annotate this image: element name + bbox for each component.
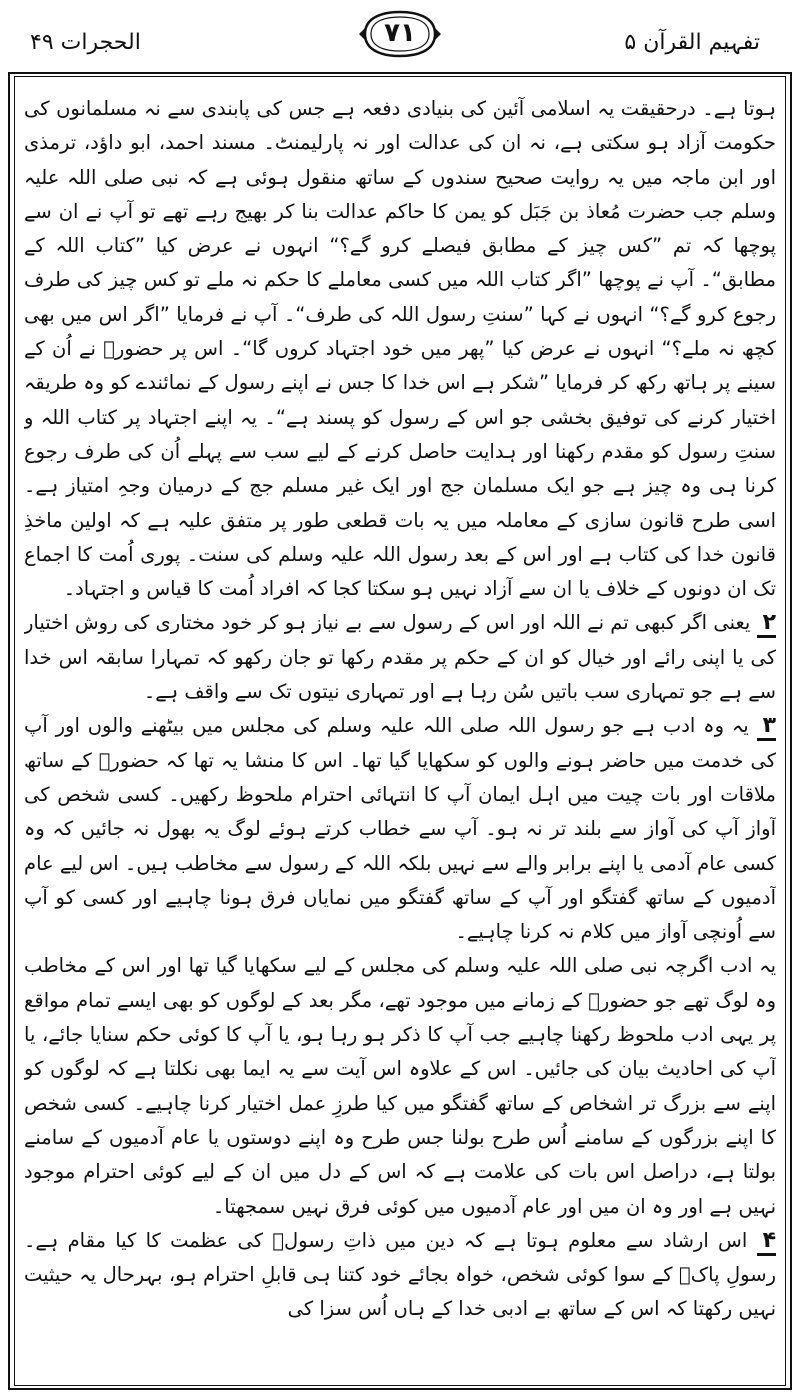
note-number: ۴	[757, 1228, 776, 1256]
footnote-paragraph	[24, 606, 776, 709]
note-number: ۲	[757, 610, 776, 638]
note-number: ۳	[757, 713, 776, 741]
paragraph-text: یعنی اگر کبھی تم نے اللہ اور اس کے رسول سے بے نیاز ہو کر خود مختاری کی روش اختیار کی یا اپنی رائے اور خیال کو ان کے حکم پر مقدم رکھا تو جان رکھو کہ تمہارا سابقہ اس خدا سے ہے جو تمہاری سب باتیں سُن رہا ہے اور تمہاری نیتوں تک سے واقف ہے۔	[24, 611, 776, 704]
footnote-paragraph	[24, 1224, 776, 1327]
paragraph	[24, 92, 776, 606]
paragraph-text: اس ارشاد سے معلوم ہوتا ہے کہ دین میں ذاتِ رسولؐ کی عظمت کا کیا مقام ہے۔ رسولِ پاکؐ کے سوا کوئی شخص، خواہ بجائے خود کتنا ہی قابلِ احترام ہو، بہرحال یہ حیثیت نہیں رکھتا کہ اس کے ساتھ بے ادبی خدا کے ہاں اُس سزا کی	[24, 1228, 776, 1321]
paragraph-text: یہ وہ ادب ہے جو رسول اللہ صلی اللہ علیہ وسلم کی مجلس میں بیٹھنے والوں اور آپ کی خدمت میں حاضر ہونے والوں کو سکھایا گیا تھا۔ اس کا منشا یہ تھا کہ حضورؐ کے ساتھ ملاقات اور بات چیت میں اہل ایمان آپ کا انتہائی احترام ملحوظ رکھیں۔ کسی شخص کی آواز آپ کی آواز سے بلند تر نہ ہو۔ آپ سے خطاب کرتے ہوئے لوگ یہ بھول نہ جائیں کہ وہ کسی عام آدمی یا اپنے برابر والے سے نہیں بلکہ اللہ کے رسول سے مخاطب ہیں۔ اس لیے عام آدمیوں کے ساتھ گفتگو اور آپ کے ساتھ گفتگو میں نمایاں فرق ہونا چاہیے اور کسی کو آپ سے اُونچی آواز میں کلام نہ کرنا چاہیے۔	[24, 714, 776, 944]
page-number: ۷۱	[384, 18, 416, 48]
surah-page-label: الحجرات ۴۹	[30, 30, 141, 55]
page-header	[0, 0, 800, 70]
paragraph	[24, 949, 776, 1223]
commentary-body	[24, 92, 776, 1382]
book-title: تفہیم القرآن ۵	[624, 30, 760, 55]
page-number-badge	[355, 6, 445, 62]
paragraph-text: ہوتا ہے۔ درحقیقت یہ اسلامی آئین کی بنیادی دفعہ ہے جس کی پابندی سے نہ مسلمانوں کی حکومت آزاد ہو سکتی ہے، نہ ان کی عدالت اور نہ پارلیمنٹ۔ مسند احمد، ابو داؤد، ترمذی اور ابن ماجہ میں یہ روایت صحیح سندوں کے ساتھ منقول ہوئی ہے کہ نبی صلی اللہ علیہ وسلم جب حضرت مُعاذ بن جَبَل کو یمن کا حاکم عدالت بنا کر بھیج رہے تھے تو آپ نے ان سے پوچھا کہ تم ”کس چیز کے مطابق فیصلے کرو گے؟“ انہوں نے عرض کیا ”کتاب اللہ کے مطابق“۔ آپ نے پوچھا ”اگر کتاب اللہ میں کسی معاملے کا حکم نہ ملے تو کس چیز کی طرف رجوع کرو گے؟“ انہوں نے کہا ”سنتِ رسول اللہ کی طرف“۔ آپ نے فرمایا ”اگر اس میں بھی کچھ نہ ملے؟“ انہوں نے عرض کیا ”پھر میں خود اجتہاد کروں گا“۔ اس پر حضورؐ نے اُن کے سینے پر ہاتھ رکھ کر فرمایا ”شکر ہے اس خدا کا جس نے اپنے رسول کے نمائندے کو وہ طریقہ اختیار کرنے کی توفیق بخشی جو اس کے رسول کو پسند ہے“۔ یہ اپنے اجتہاد پر کتاب اللہ و سنتِ رسول کو مقدم رکھنا اور ہدایت حاصل کرنے کے لیے سب سے پہلے اُن کی طرف رجوع کرنا ہی وہ چیز ہے جو ایک مسلمان جج اور ایک غیر مسلم جج کے درمیان وجہِ امتیاز ہے۔ اسی طرح قانون سازی کے معاملہ میں یہ بات قطعی طور پر متفق علیہ ہے کہ اولین ماخذِ قانون خدا کی کتاب ہے اور اس کے بعد رسول اللہ علیہ وسلم کی سنت۔ پوری اُمت کا اجماع تک ان دونوں کے خلاف یا ان سے آزاد نہیں ہو سکتا کجا کہ افراد اُمت کا قیاس و اجتہاد۔	[24, 97, 776, 601]
footnote-paragraph	[24, 709, 776, 949]
paragraph-text: یہ ادب اگرچہ نبی صلی اللہ علیہ وسلم کی مجلس کے لیے سکھایا گیا تھا اور اس کے مخاطب وہ لوگ تھے جو حضورؐ کے زمانے میں موجود تھے، مگر بعد کے لوگوں کو بھی ایسے تمام مواقع پر یہی ادب ملحوظ رکھنا چاہیے جب آپ کا ذکر ہو رہا ہو، یا آپ کا کوئی حکم سنایا جائے، یا آپ کی احادیث بیان کی جائیں۔ اس کے علاوہ اس آیت سے یہ ایما بھی نکلتا ہے کہ لوگوں کو اپنے سے بزرگ تر اشخاص کے ساتھ گفتگو میں کیا طرزِ عمل اختیار کرنا چاہیے۔ کسی شخص کا اپنے بزرگوں کے سامنے اُس طرح بولنا جس طرح وہ اپنے دوستوں یا عام آدمیوں کے سامنے بولتا ہے، دراصل اس بات کی علامت ہے کہ اس کے دل میں ان کے لیے کوئی احترام موجود نہیں ہے اور وہ ان میں اور عام آدمیوں میں کوئی فرق نہیں سمجھتا۔	[24, 954, 776, 1218]
